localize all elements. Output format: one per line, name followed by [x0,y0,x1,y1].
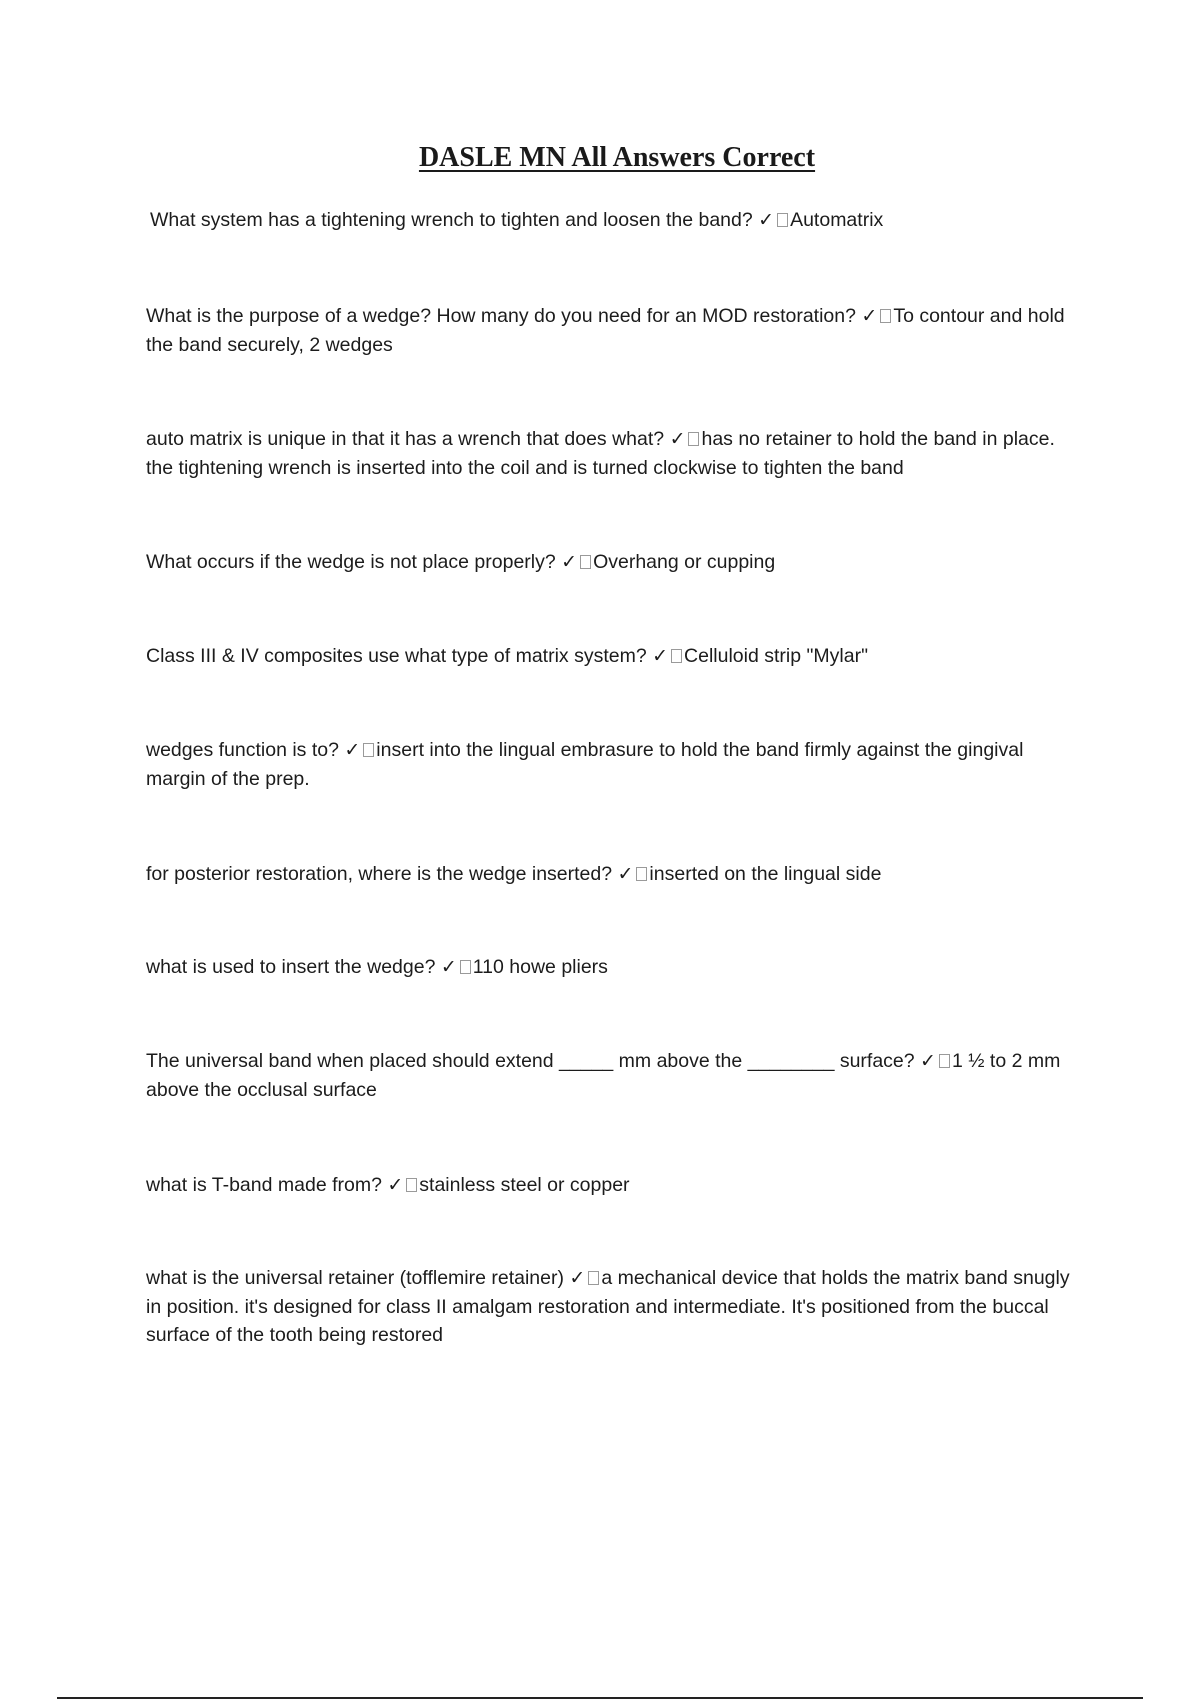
missing-glyph-box-icon [777,213,788,227]
document-title: DASLE MN All Answers Correct [418,142,816,173]
question-text: what is the universal retainer (tofflemire retainer) [146,1267,564,1289]
question-text: wedges function is to? [146,739,339,761]
missing-glyph-box-icon [363,743,374,757]
footer-divider [57,1697,1143,1699]
qa-item [146,1047,1086,1104]
missing-glyph-box-icon [671,649,682,663]
qa-item [146,425,1086,482]
missing-glyph-box-icon [688,432,699,446]
missing-glyph-box-icon [406,1178,417,1192]
qa-item [146,953,1086,982]
check-icon: ✓ [758,209,775,231]
check-icon: ✓ [617,863,634,885]
answer-text: Automatrix [790,209,884,231]
check-icon: ✓ [861,305,878,327]
check-icon: ✓ [920,1050,936,1072]
missing-glyph-box-icon [588,1271,599,1285]
question-text: What is the purpose of a wedge? How many do you need for an MOD restoration? [146,305,856,327]
check-icon: ✓ [569,1267,586,1289]
answer-text: 1 ½ to 2 mm above the occlusal surface [146,1050,1061,1101]
answer-text: To contour and hold the band securely, 2 wedges [146,305,1065,356]
check-icon: ✓ [669,428,686,450]
question-text: What system has a tightening wrench to tighten and loosen the band? [150,209,753,231]
qa-item [146,548,1086,577]
question-text: what is T-band made from? [146,1174,382,1196]
check-icon: ✓ [344,739,361,761]
answer-text: Celluloid strip "Mylar" [684,645,869,667]
qa-item [146,642,1086,671]
check-icon: ✓ [387,1174,404,1196]
question-text: The universal band when placed should extend _____ mm above the ________ surface? [146,1050,915,1072]
question-text: What occurs if the wedge is not place properly? [146,551,556,573]
missing-glyph-box-icon [460,960,471,974]
question-text: auto matrix is unique in that it has a wrench that does what? [146,428,665,450]
question-text: what is used to insert the wedge? [146,956,436,978]
answer-text: Overhang or cupping [593,551,776,573]
qa-item [146,1264,1086,1350]
answer-text: insert into the lingual embrasure to hold the band firmly against the gingival margin of the prep. [146,739,1024,790]
qa-item [146,736,1086,793]
answer-text: inserted on the lingual side [649,863,882,885]
answer-text: has no retainer to hold the band in place. the tightening wrench is inserted into the coil and is turned clockwise to tighten the band [146,428,1055,479]
answer-text: stainless steel or copper [419,1174,630,1196]
missing-glyph-box-icon [880,309,891,323]
check-icon: ✓ [440,956,457,978]
question-text: Class III & IV composites use what type of matrix system? [146,645,647,667]
qa-item [146,860,1086,889]
answer-text: a mechanical device that holds the matrix band snugly in position. it's designed for class II amalgam restoration and intermediate. It's positioned from the buccal surface of the tooth being restored [146,1267,1070,1346]
qa-item [146,302,1086,359]
missing-glyph-box-icon [636,867,647,881]
missing-glyph-box-icon [939,1054,950,1068]
qa-item [146,1171,1086,1200]
check-icon: ✓ [652,645,669,667]
qa-item [150,206,1090,235]
question-text: for posterior restoration, where is the wedge inserted? [146,863,613,885]
answer-text: 110 howe pliers [472,956,608,978]
check-icon: ✓ [561,551,578,573]
missing-glyph-box-icon [580,555,591,569]
